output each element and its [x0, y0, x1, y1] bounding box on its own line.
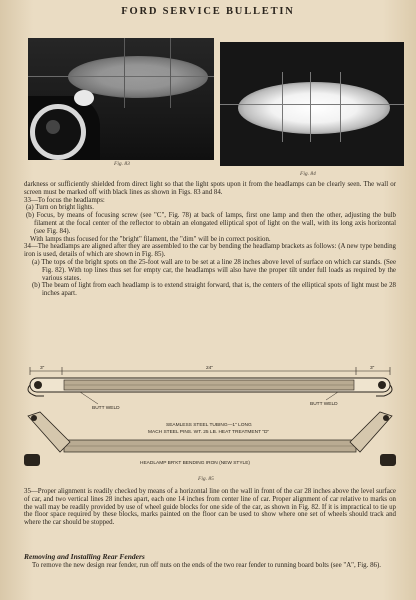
paragraph-34: 34—The headlamps are aligned after they are assembled to the car by bending the headlamp brackets as follows: (A new type bending iron is used, details of which are shown in Fig. 85).	[24, 243, 396, 259]
spec-line-2: MACH STEEL PINS. WT. 25 LB. HEAT TREATMENT "D"	[148, 430, 270, 435]
dim-center: 24"	[206, 366, 214, 371]
paragraph-33: 33—To focus the headlamps:	[24, 196, 105, 204]
page-header: FORD SERVICE BULLETIN	[121, 6, 295, 17]
butt-weld-label-right: BUTT WELD	[310, 402, 338, 407]
text-block-2	[24, 488, 396, 527]
section-heading-rear-fenders: Removing and Installing Rear Fenders	[24, 552, 145, 561]
diagram-caption: HEADLAMP BR'KT BENDING IRON (NEW STYLE)	[140, 461, 251, 466]
paragraph-rear-fender: To remove the new design rear fender, run off nuts on the ends of the two rear fender to running board bolts (see "A", Fig. 86).	[32, 562, 381, 569]
paragraph-33b: (b) Focus, by means of focusing screw (see "C", Fig. 78) at back of lamps, first one lamp and then the other, adjusting the bulb filament at the focal center of the reflector to obtain an elongated elliptical spot of light on the wall, with its long axis horizontal (see Fig. 84).	[26, 212, 396, 235]
bending-iron-diagram	[20, 362, 402, 474]
fig84-caption: Fig. 84	[300, 171, 316, 177]
dim-right: 3"	[370, 366, 375, 371]
paragraph-35: 35—Proper alignment is readily checked by means of a horizontal line on the wall in front of the car 28 inches above the level surface of car, and two vertical lines 28 inches apart, each one 14 inches from center line of car. Proper alignment of car relative to marks on the wall may be readily provided by use of wheel guide blocks for one side of the car, as shown in Fig. 82. If it is impractical to tie up the floor space required by these blocks, marks painted on the floor can be used to show where one set of wheels should track and where the car should be stopped.	[24, 488, 396, 527]
spec-line-1: SEAMLESS STEEL TUBING—1" LONG	[166, 423, 252, 428]
light-spot-photo-fig84	[220, 42, 404, 166]
paragraph-34b: (b) The beam of light from each headlamp is to extend straight forward, that is, the centers of the elliptical spots of light must be 28 inches apart.	[32, 282, 396, 298]
paragraph-34a: (a) The tops of the bright spots on the 25-foot wall are to be set at a line 28 inches above level of surface on which car stands. (See Fig. 82). With top lines thus set for empty car, the headlamps will also have the proper tilt under full loads as required by the various states.	[32, 258, 396, 282]
text-block-1	[24, 181, 396, 298]
dim-left: 3"	[40, 366, 45, 371]
headlamp-photo-fig83	[28, 38, 214, 160]
fig85-caption: Fig. 85	[198, 476, 214, 482]
paragraph-dim-note: With lamps thus focused for the "bright" filament, the "dim" will be in correct position.	[30, 235, 271, 243]
paragraph-33a: (a) Turn on bright lights.	[26, 204, 94, 212]
butt-weld-label-left: BUTT WELD	[92, 406, 120, 411]
fig83-caption: Fig. 83	[114, 161, 130, 167]
paragraph-continuation: darkness or sufficiently shielded from direct light so that the light spots upon it from the headlamps can be clearly seen. The wall or screen must be marked off with black lines as shown in Figs. 83 and 84.	[24, 181, 396, 196]
text-block-3	[24, 562, 396, 570]
